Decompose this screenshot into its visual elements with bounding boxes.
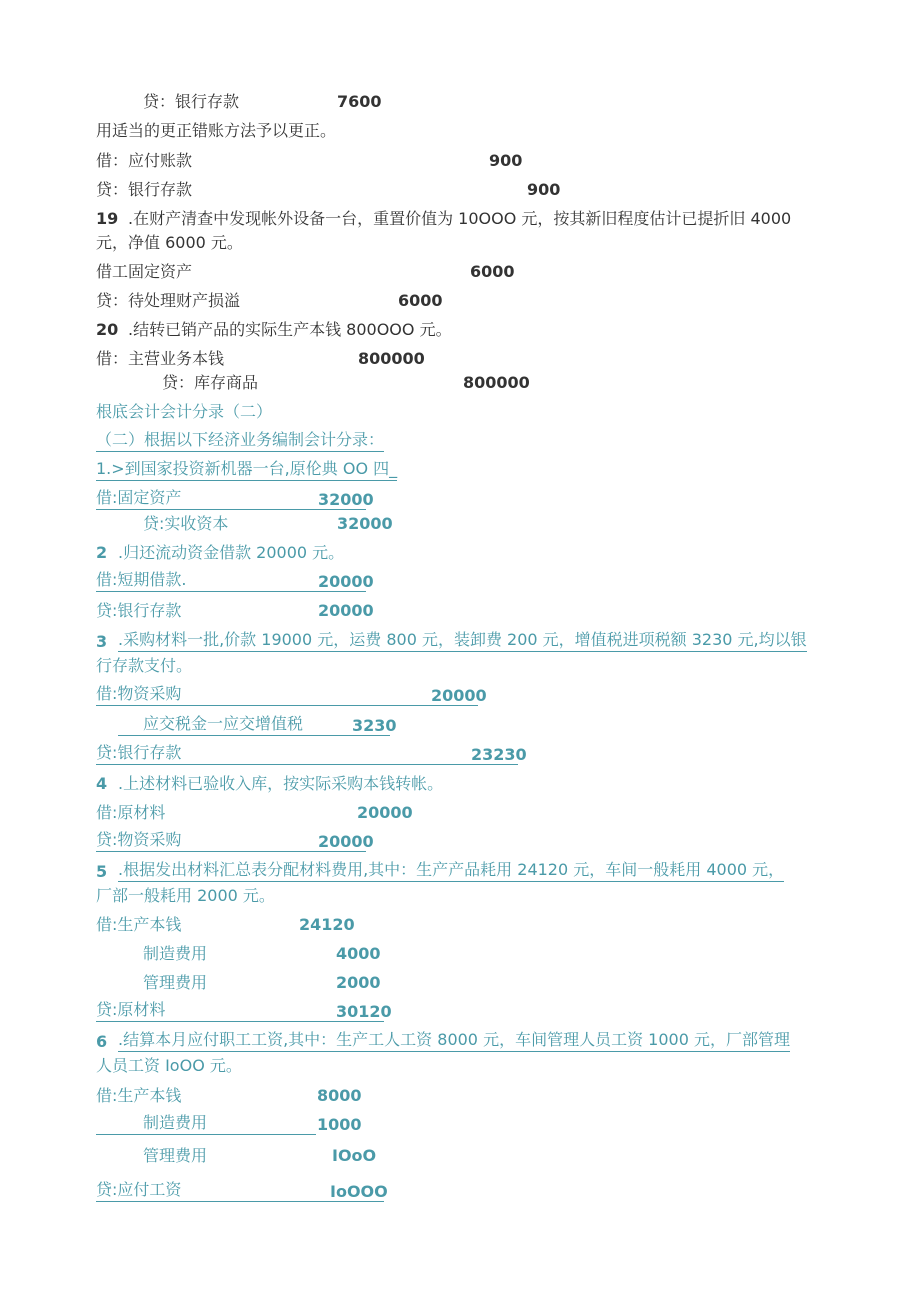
entry-line — [0, 487, 920, 513]
amount: 20000 — [431, 686, 487, 705]
account-name: 贷:银行存款 — [96, 742, 518, 765]
entry-line — [0, 177, 920, 203]
question-number: 2 — [96, 543, 108, 562]
account-name: 贷：库存商品 — [162, 373, 259, 392]
amount: 20000 — [357, 803, 413, 822]
account-name: 贷：待处理财产损溢 — [96, 291, 241, 310]
question-number: 4 — [96, 774, 108, 793]
entry-line — [0, 288, 920, 314]
amount: 800000 — [463, 373, 530, 392]
question-number: 5 — [96, 862, 108, 881]
entry-line — [0, 148, 920, 174]
account-name: 贷:原材料 — [96, 999, 384, 1022]
entry-line — [0, 742, 920, 768]
account-name: 借：主营业务本钱 — [96, 349, 225, 368]
account-name: 贷:银行存款 — [96, 601, 182, 620]
question-text: .结转已销产品的实际生产本钱 800OOO 元。 — [128, 320, 452, 339]
account-name: 借：应付账款 — [96, 151, 193, 170]
account-name: 贷：银行存款 — [143, 92, 240, 111]
question-text: 行存款支付。 — [96, 656, 193, 675]
question-number: 19 — [96, 209, 119, 228]
question-line-cont — [0, 883, 920, 909]
question-line — [0, 206, 920, 232]
entry-line — [0, 713, 920, 739]
line-text: 用适当的更正错账方法予以更正。 — [96, 121, 337, 140]
question-line-cont — [0, 1053, 920, 1079]
amount: IoOOO — [330, 1182, 388, 1201]
question-text: 元，净值 6000 元。 — [96, 233, 243, 252]
entry-line — [0, 511, 920, 537]
question-line-cont — [0, 653, 920, 679]
question-text: .在财产清查中发现帐外设备一台，重置价值为 10OOO 元，按其新旧程度估计已提折旧 4000 — [128, 209, 792, 228]
amount: 20000 — [318, 601, 374, 620]
account-name: 管理费用 — [143, 1146, 208, 1165]
amount: 20000 — [318, 572, 374, 591]
question-line-cont — [0, 230, 920, 256]
account-name: 贷:应付工资 — [96, 1179, 384, 1202]
heading-text: 根底会计会计分录（二） — [96, 402, 273, 421]
entry-line — [0, 970, 920, 996]
question-text: .根据发出材料汇总表分配材料费用,其中：生产产品耗用 24120 元，车间一般耗用 4000 元， — [118, 859, 784, 882]
account-name: 借:原材料 — [96, 803, 166, 822]
question-text: .采购材料一批,价款 19000 元，运费 800 元，装卸费 200 元，增值税进项税额 3230 元,均以银 — [118, 629, 807, 652]
amount: 1000 — [317, 1115, 362, 1134]
question-number: 3 — [96, 632, 108, 651]
question-line — [0, 1029, 920, 1055]
section-heading — [0, 399, 920, 425]
amount: 6000 — [398, 291, 443, 310]
entry-line — [0, 598, 920, 624]
question-number: 6 — [96, 1032, 108, 1051]
amount: 8000 — [317, 1086, 362, 1105]
account-name: 借:生产本钱 — [96, 1086, 182, 1105]
amount: 900 — [527, 180, 561, 199]
question-text: 1.>到国家投资新机器一台,原伦典 OO 四_ — [96, 458, 397, 481]
question-text: .上述材料已验收入库，按实际采购本钱转帐。 — [118, 774, 444, 793]
account-name: 贷:物资采购 — [96, 829, 366, 852]
amount: 4000 — [336, 944, 381, 963]
entry-line — [0, 941, 920, 967]
entry-line — [0, 346, 920, 372]
question-number: 20 — [96, 320, 119, 339]
account-name: 借:物资采购 — [96, 683, 478, 706]
amount: 800000 — [358, 349, 425, 368]
amount: 32000 — [337, 514, 393, 533]
account-name: 贷:实收资本 — [143, 514, 229, 533]
amount: 32000 — [318, 490, 374, 509]
entry-line — [0, 1112, 920, 1138]
entry-line — [0, 1179, 920, 1205]
entry-line — [0, 569, 920, 595]
amount: 900 — [489, 151, 523, 170]
question-text: .结算本月应付职工工资,其中：生产工人工资 8000 元，车间管理人员工资 1000 元，厂部管理 — [118, 1029, 790, 1052]
amount: 23230 — [471, 745, 527, 764]
section-subheading — [0, 429, 920, 455]
account-name: 借:短期借款. — [96, 569, 366, 592]
entry-line — [0, 89, 920, 115]
entry-line — [0, 800, 920, 826]
entry-line — [0, 829, 920, 855]
amount: 2000 — [336, 973, 381, 992]
account-name: 贷：银行存款 — [96, 180, 193, 199]
question-line — [0, 317, 920, 343]
question-line — [0, 458, 920, 484]
entry-line — [0, 999, 920, 1025]
amount: 7600 — [337, 92, 382, 111]
account-name: 借:固定资产 — [96, 487, 366, 510]
account-name: 应交税金一应交增值税 — [118, 713, 390, 736]
entry-line — [0, 1083, 920, 1109]
amount: 20000 — [318, 832, 374, 851]
amount: 30120 — [336, 1002, 392, 1021]
entry-line — [0, 370, 920, 396]
question-line — [0, 629, 920, 655]
account-name: 借工固定资产 — [96, 262, 193, 281]
question-line — [0, 540, 920, 566]
text-line — [0, 118, 920, 144]
account-name: 制造费用 — [143, 944, 208, 963]
question-line — [0, 771, 920, 797]
account-name: 管理费用 — [143, 973, 208, 992]
amount: IOoO — [332, 1146, 377, 1165]
question-line — [0, 859, 920, 885]
amount: 3230 — [352, 716, 397, 735]
question-text: .归还流动资金借款 20000 元。 — [118, 543, 345, 562]
entry-line — [0, 1143, 920, 1169]
question-text: 厂部一般耗用 2000 元。 — [96, 886, 275, 905]
entry-line — [0, 683, 920, 709]
amount: 24120 — [299, 915, 355, 934]
subheading-text: （二）根据以下经济业务编制会计分录： — [96, 429, 384, 452]
entry-line — [0, 259, 920, 285]
question-text: 人员工资 IoOO 元。 — [96, 1056, 242, 1075]
account-name: 制造费用 — [96, 1112, 316, 1135]
amount: 6000 — [470, 262, 515, 281]
account-name: 借:生产本钱 — [96, 915, 182, 934]
entry-line — [0, 912, 920, 938]
